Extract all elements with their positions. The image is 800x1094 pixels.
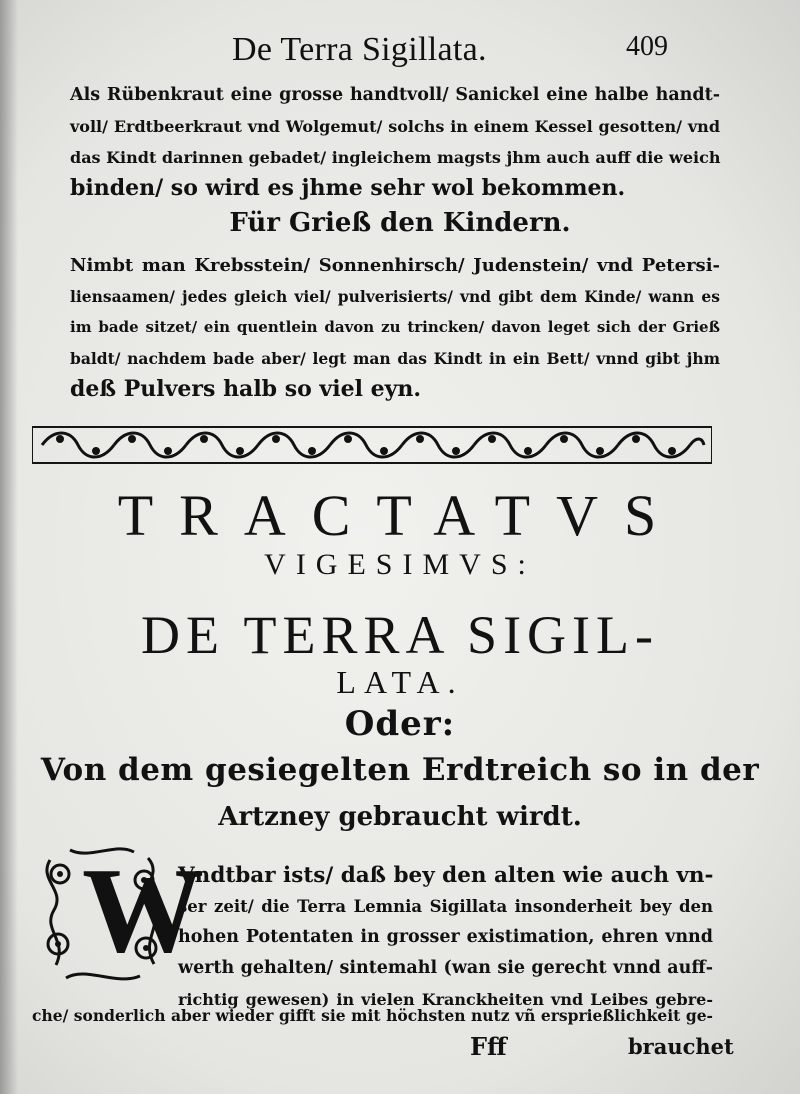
ornamental-border-band [32, 425, 712, 465]
oder-heading: Oder: [344, 704, 456, 744]
paragraph-line: che/ sonderlich aber wieder gifft sie mit höchsten nutz vñ ersprießlichkeit ge- [32, 1006, 713, 1025]
paragraph-line: deß Pulvers halb so viel eyn. [70, 376, 422, 402]
paragraph-3 [178, 860, 713, 1015]
paragraph-line: werth gehalten/ sintemahl (wan sie gerecht vnnd auff- [178, 958, 713, 978]
paragraph-line: voll/ Erdtbeerkraut vnd Wolgemut/ solchs in einem Kessel gesotten/ vnd [70, 117, 720, 136]
ornament-scroll-icon [32, 425, 712, 465]
page-footer [0, 1032, 800, 1072]
german-title-line-1: Von dem gesiegelten Erdtreich so in der [40, 752, 760, 788]
running-head: De Terra Sigillata. [232, 31, 487, 68]
paragraph-line: binden/ so wird es jhme sehr wol bekommen. [70, 175, 626, 201]
lata-title: LATA. [336, 664, 464, 700]
paragraph-line: baldt/ nachdem bade aber/ legt man das Kindt in ein Bett/ vnnd gibt jhm [70, 349, 720, 368]
paragraph-line: richtig gewesen) in vielen Kranckheiten vnd Leibes gebre- [178, 990, 713, 1009]
signature-mark: Fff [470, 1032, 507, 1061]
paragraph-3-last-line [32, 1000, 713, 1031]
page-header [0, 28, 800, 78]
paragraph-2 [70, 250, 720, 405]
vigesimus-subtitle: VIGESIMVS: [264, 548, 536, 581]
decorated-initial [36, 840, 204, 990]
german-title-line-2: Artzney gebraucht wirdt. [218, 802, 582, 832]
tractatus-title: TRACTATVS [117, 483, 683, 548]
de-terra-title: DE TERRA SIGIL- [141, 605, 659, 665]
paragraph-1 [70, 80, 720, 204]
paragraph-line: Vndtbar ists/ daß bey den alten wie auch vn- [178, 863, 714, 888]
section-heading: Für Grieß den Kindern. [229, 208, 571, 238]
catchword: brauchet [628, 1034, 734, 1059]
paragraph-line: im bade sitzet/ ein quentlein davon zu trincken/ davon leget sich der Grieß [70, 318, 720, 336]
paragraph-line: ser zeit/ die Terra Lemnia Sigillata insonderheit bey den [178, 897, 713, 916]
paragraph-line: das Kindt darinnen gebadet/ ingleichem magsts jhm auch auff die weich [70, 148, 721, 167]
initial-letter: W [82, 843, 204, 978]
paragraph-line: Als Rübenkraut eine grosse handtvoll/ Sanickel eine halbe handt- [70, 85, 720, 105]
paragraph-line: Nimbt man Krebsstein/ Sonnenhirsch/ Judenstein/ vnd Petersi- [70, 255, 720, 276]
paragraph-line: liensaamen/ jedes gleich viel/ pulverisierts/ vnd gibt dem Kinde/ wann es [70, 287, 720, 306]
page-number: 409 [626, 31, 668, 62]
paragraph-line: hohen Potentaten in grosser existimation, ehren vnnd [178, 927, 713, 947]
